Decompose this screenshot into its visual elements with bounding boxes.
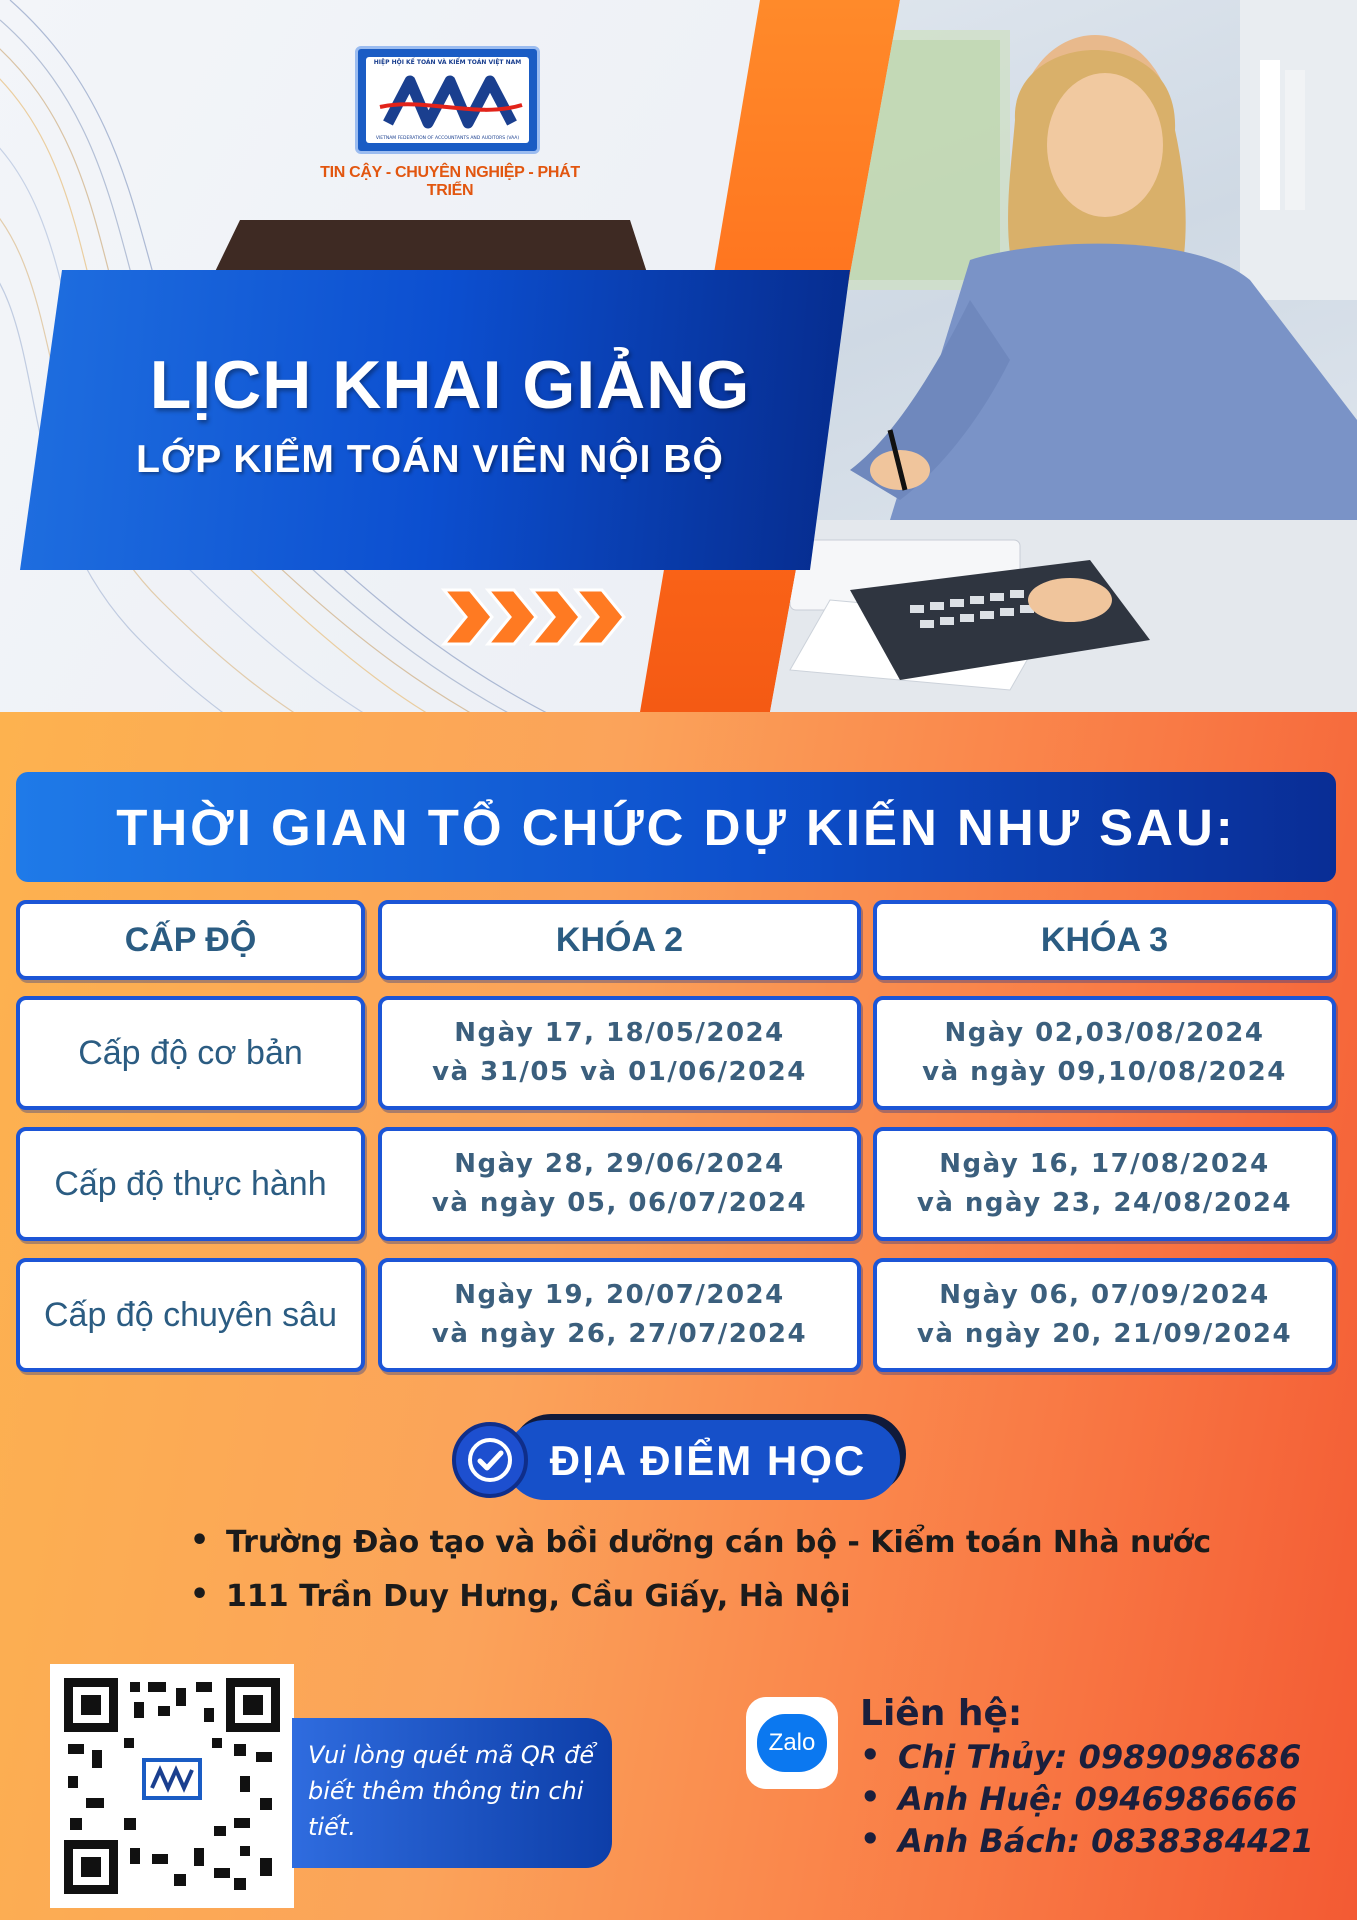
column-header-level: CẤP ĐỘ — [16, 900, 365, 980]
column-header-khoa-3: KHÓA 3 — [873, 900, 1336, 980]
qr-note-text: Vui lòng quét mã QR để biết thêm thông tin chi tiết. — [308, 1741, 595, 1841]
table-cell-k2-practice — [378, 1127, 861, 1241]
date-line: và ngày 23, 24/08/2024 — [916, 1188, 1293, 1218]
page-subtitle: LỚP KIỂM TOÁN VIÊN NỘI BỘ — [136, 438, 724, 481]
chevron-right-icon — [440, 584, 630, 650]
qr-code-icon — [64, 1678, 280, 1894]
venue-list — [190, 1525, 1290, 1633]
level-practice: Cấp độ thực hành — [16, 1127, 365, 1241]
schedule-title: THỜI GIAN TỔ CHỨC DỰ KIẾN NHƯ SAU: — [116, 799, 1236, 856]
contact-list — [860, 1738, 1314, 1864]
date-line: Ngày 02,03/08/2024 — [944, 1018, 1265, 1048]
table-cell-k3-practice — [873, 1127, 1336, 1241]
date-line: Ngày 28, 29/06/2024 — [454, 1149, 785, 1179]
date-line: Ngày 06, 07/09/2024 — [939, 1280, 1270, 1310]
date-line: và ngày 26, 27/07/2024 — [431, 1319, 808, 1349]
logo-top-text: HIỆP HỘI KẾ TOÁN VÀ KIỂM TOÁN VIỆT NAM — [373, 59, 522, 66]
slogan: TIN CẬY - CHUYÊN NGHIỆP - PHÁT TRIỂN — [320, 164, 580, 199]
table-cell-k3-advanced — [873, 1258, 1336, 1372]
date-line: và 31/05 và 01/06/2024 — [432, 1057, 807, 1087]
date-line: Ngày 16, 17/08/2024 — [939, 1149, 1270, 1179]
contact-item[interactable]: • Anh Huệ: 0946986666 — [860, 1780, 1314, 1822]
contact-title: Liên hệ: — [860, 1693, 1023, 1734]
logo-bottom-text: VIETNAM FEDERATION OF ACCOUNTANTS AND AUDITORS (VAA) — [375, 136, 520, 141]
qr-code[interactable] — [50, 1664, 294, 1908]
venue-title: ĐỊA ĐIỂM HỌC — [549, 1437, 867, 1484]
date-line: Ngày 19, 20/07/2024 — [454, 1280, 785, 1310]
hero-section — [0, 0, 1357, 712]
level-advanced: Cấp độ chuyên sâu — [16, 1258, 365, 1372]
vaa-logo — [355, 46, 540, 154]
table-cell-k2-basic — [378, 996, 861, 1110]
table-cell-k3-basic — [873, 996, 1336, 1110]
check-circle-icon — [452, 1422, 528, 1498]
table-cell-k2-advanced — [378, 1258, 861, 1372]
zalo-label: Zalo — [757, 1714, 827, 1772]
zalo-icon[interactable] — [746, 1697, 838, 1789]
date-line: và ngày 09,10/08/2024 — [922, 1057, 1287, 1087]
list-item: • 111 Trần Duy Hưng, Cầu Giấy, Hà Nội — [190, 1579, 1290, 1633]
list-item: • Trường Đào tạo và bồi dưỡng cán bộ - Kiểm toán Nhà nước — [190, 1525, 1290, 1579]
contact-item[interactable]: • Anh Bách: 0838384421 — [860, 1822, 1314, 1864]
column-header-khoa-2: KHÓA 2 — [378, 900, 861, 980]
date-line: và ngày 05, 06/07/2024 — [431, 1188, 808, 1218]
date-line: và ngày 20, 21/09/2024 — [916, 1319, 1293, 1349]
level-basic: Cấp độ cơ bản — [16, 996, 365, 1110]
contact-item[interactable]: • Chị Thủy: 0989098686 — [860, 1738, 1314, 1780]
date-line: Ngày 17, 18/05/2024 — [454, 1018, 785, 1048]
page-title: LỊCH KHAI GIẢNG — [149, 347, 751, 423]
